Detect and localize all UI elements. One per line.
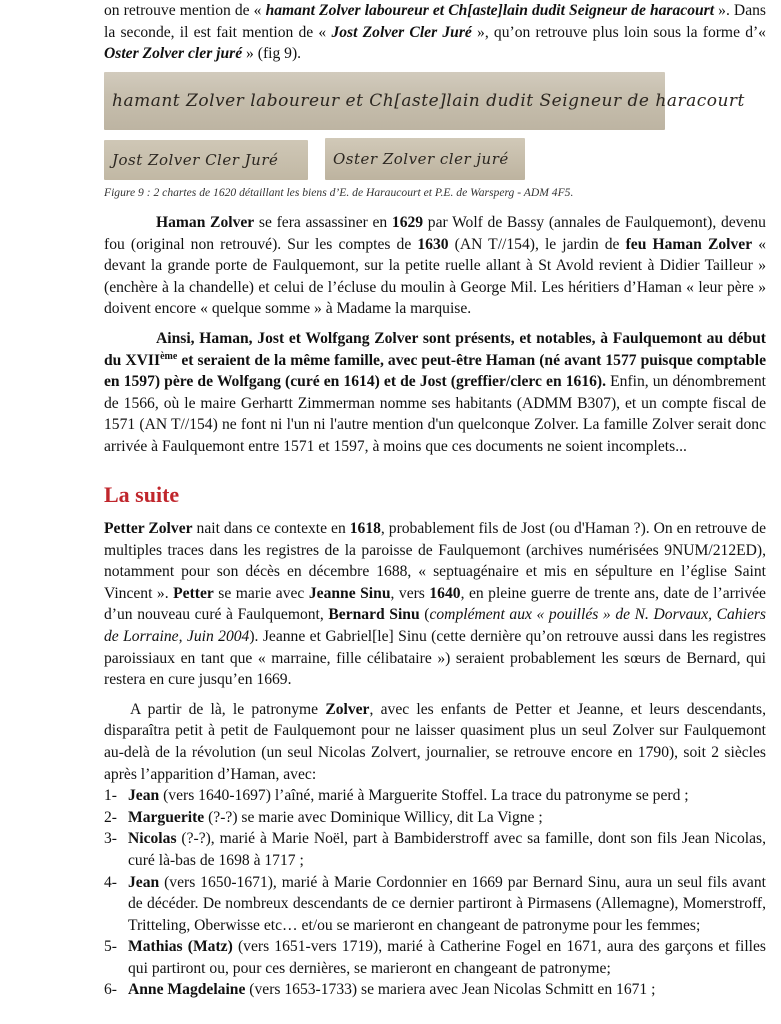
- manuscript-scan-haman: [104, 72, 745, 130]
- scan-handwriting: Jost Zolver Cler Juré: [112, 151, 279, 169]
- intro-text: on retrouve mention de « hamant Zolver laboureur et Ch[aste]lain dudit Seigneur de haracourt ». Dans la seconde, il est fait mention de « Jost Zolver Cler Juré », qu’on retrouve plus loin sous la forme d’« Oster Zolver cler juré » (fig 9).: [104, 2, 766, 63]
- body-section-1: [104, 212, 766, 458]
- list-item: 4- Jean (vers 1650-1671), marié à Marie Cordonnier en 1669 par Bernard Sinu, aura un seul fils avant de décéder. De nombreux descendants de ce dernier partiront à Pirmasens (Allemagne), Momerstroff, Tritteling, Oberwisse etc… et/ou se marieront en changeant de patronyme pour les femmes;: [104, 873, 766, 934]
- manuscript-scan-oster: [325, 138, 525, 180]
- list-item: 3- Nicolas (?-?), marié à Marie Noël, part à Bambiderstroff avec sa famille, dont son fils Jean Nicolas, curé là-bas de 1698 à 1717 ;: [104, 830, 766, 869]
- list-item: 5- Mathias (Matz) (vers 1651-vers 1719), marié à Catherine Fogel en 1671, aura des garçons et filles qui partiront ou, pour ces dernières, se marieront en changeant de patronyme;: [104, 938, 766, 977]
- intro-paragraph: [104, 0, 766, 65]
- list-item: 2- Marguerite (?-?) se marie avec Dominique Willicy, dit La Vigne ;: [104, 808, 543, 826]
- scan-handwriting: Oster Zolver cler juré: [333, 150, 509, 168]
- paragraph-haman: Haman Zolver se fera assassiner en 1629 par Wolf de Bassy (annales de Faulquemont), devenu fou (original non retrouvé). Sur les comptes de 1630 (AN T//154), le jardin de feu Haman Zolver « devant la grande porte de Faulquemont, sur la petite ruelle allant à St Avold revient à Didier Tailleur » (enchère à la chandelle) et celui de l’écluse du moulin à George Mil. Les héritiers d’Haman « leur père » doivent encore « quelque somme » à Madame la marquise.: [104, 214, 767, 318]
- paragraph-ainsi: Ainsi, Haman, Jost et Wolfgang Zolver sont présents, et notables, à Faulquemont au début du XVIIème et seraient de la même famille, avec peut-être Haman (né avant 1577 puisque comptable en 1597) père de Wolfgang (curé en 1614) et de Jost (greffier/clerc en 1616). Enfin, un dénombrement de 1566, où le maire Gerhartt Zimmerman nomme ses habitants (ADMM B307), et un compte fiscal de 1571 (AN T//154) ne font ni l'un ni l'autre mention d'un quelconque Zolver. La famille Zolver serait donc arrivée à Faulquemont entre 1571 et 1597, à moins que ces documents ne soient incomplets...: [104, 329, 766, 455]
- manuscript-scan-jost: [104, 140, 308, 180]
- body-section-2: [104, 518, 766, 1001]
- list-item: 6- Anne Magdelaine (vers 1653-1733) se mariera avec Jean Nicolas Schmitt en 1671 ;: [104, 981, 656, 999]
- list-item: 1- Jean (vers 1640-1697) l’aîné, marié à Marguerite Stoffel. La trace du patronyme se perd ;: [104, 787, 689, 805]
- scan-handwriting: hamant Zolver laboureur et Ch[aste]lain dudit Seigneur de haracourt: [112, 91, 745, 111]
- section-heading: La suite: [104, 482, 180, 507]
- children-list: [104, 785, 766, 1001]
- figure-caption: Figure 9 : 2 chartes de 1620 détaillant les biens d’E. de Haraucourt et P.E. de Warsperg - ADM 4F5.: [104, 186, 574, 199]
- paragraph-petter: Petter Zolver nait dans ce contexte en 1618, probablement fils de Jost (ou d'Haman ?). On en retrouve de multiples traces dans les registres de la paroisse de Faulquemont (archives numérisées 9NUM/212ED), notamment pour son décès en décembre 1688, « septuagénaire et mis en sépulture en l’église Saint Vincent ». Petter se marie avec Jeanne Sinu, vers 1640, en pleine guerre de trente ans, date de l’arrivée d’un nouveau curé à Faulquemont, Bernard Sinu (complément aux « pouillés » de N. Dorvaux, Cahiers de Lorraine, Juin 2004). Jeanne et Gabriel[le] Sinu (cette dernière qu’on retrouve aussi dans les registres paroissiaux en tant que « marraine, fille célibataire ») seraient probablement les sœurs de Bernard, qui restera en cure jusqu’en 1669.: [104, 520, 766, 689]
- paragraph-partir: A partir de là, le patronyme Zolver, avec les enfants de Petter et Jeanne, et leurs descendants, disparaîtra petit à petit de Faulquemont pour ne laisser quasiment plus un seul Zolver sur Faulquemont au-delà de la révolution (un seul Nicolas Zolvert, journalier, se retrouve encore en 1790), soit 2 siècles après l’apparition d’Haman, avec:: [104, 700, 766, 783]
